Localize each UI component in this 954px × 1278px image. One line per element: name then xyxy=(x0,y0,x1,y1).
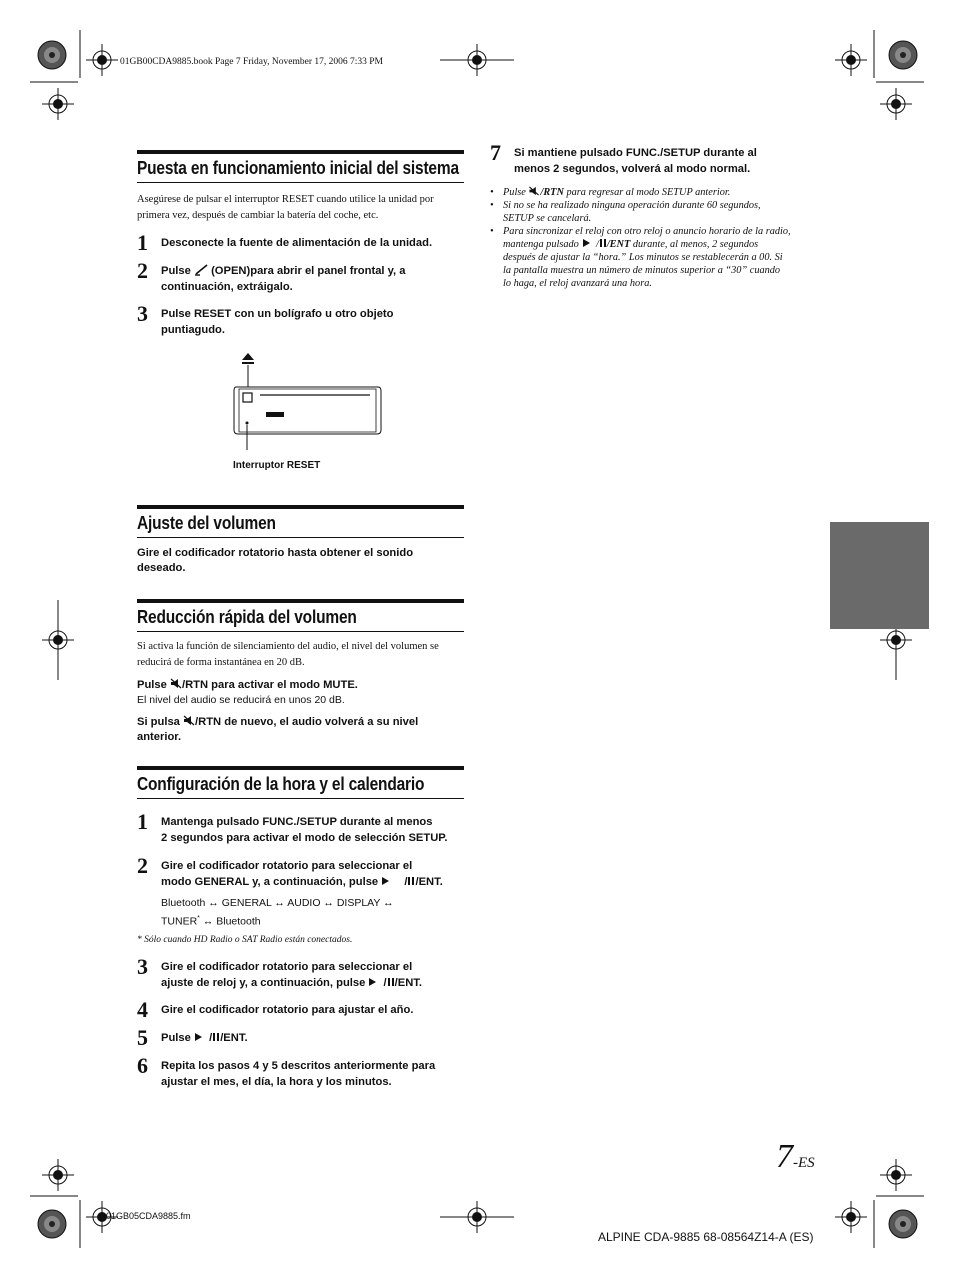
initial-setup-intro: Asegúrese de pulsar el interruptor RESET cuando utilice la unidad por primera vez, después de cambiar la batería del coche, etc. xyxy=(137,194,434,221)
pause-bars-icon xyxy=(599,238,607,248)
step-text: Gire el codificador rotatorio para seleccionar el ajuste de reloj y, a continuación, pulse / /ENT. xyxy=(161,961,423,989)
color-target-icon xyxy=(38,1210,66,1238)
step-text: Repita los pasos 4 y 5 descritos anteriormente para ajustar el mes, el día, la hora y los minutos. xyxy=(161,1060,436,1088)
step-number: 1 xyxy=(137,230,148,255)
step-text: Gire el codificador rotatorio para seleccionar el modo GENERAL y, a continuación, pulse / /ENT. xyxy=(161,860,443,888)
play-pause-icon xyxy=(194,1032,206,1042)
mute-icon xyxy=(528,186,540,196)
footnote: * Sólo cuando HD Radio o SAT Radio están conectados. xyxy=(137,935,353,945)
footer-model: ALPINE CDA-9885 68-08564Z14-A (ES) xyxy=(598,1230,814,1244)
registration-mark-icon xyxy=(42,1159,74,1191)
pause-bars-icon xyxy=(212,1032,220,1042)
eject-icon xyxy=(242,353,254,364)
note-item: • Para sincronizar el reloj con otro reloj o anuncio horario de la radio, mantenga pulsado / /ENT durante, al menos, 2 segundos después de ajustar la “hora.” Los minutos se restablecerán a 00. Si la pantalla muestra un número de minutos superior a “30” cuando lo haga, el reloj avanzará una hora. xyxy=(490,226,791,289)
play-pause-icon xyxy=(368,977,380,987)
front-panel-figure xyxy=(230,350,390,450)
mute-note: El nivel del audio se reducirá en unos 20 dB. xyxy=(137,694,345,706)
step-number: 7 xyxy=(490,140,501,165)
step-text: Pulse (OPEN)para abrir el panel frontal y, a continuación, extráigalo. xyxy=(161,265,406,293)
registration-mark-icon xyxy=(835,1201,867,1233)
section-tab xyxy=(830,522,929,629)
registration-mark-icon xyxy=(880,1159,912,1191)
figure-label-reset: Interruptor RESET xyxy=(233,460,321,471)
step-number: 4 xyxy=(137,997,148,1022)
note-item: • Si no se ha realizado ninguna operación durante 60 segundos, SETUP se cancelará. xyxy=(490,200,761,224)
pause-bars-icon xyxy=(387,977,395,987)
color-target-icon xyxy=(38,41,66,69)
step-text: Pulse RESET con un bolígrafo u otro objeto puntiagudo. xyxy=(161,308,394,336)
section-title-volume: Ajuste del volumen xyxy=(137,505,464,538)
registration-mark-icon xyxy=(42,88,74,120)
section-title-clock: Configuración de la hora y el calendario xyxy=(137,766,464,799)
step-text: Mantenga pulsado FUNC./SETUP durante al menos 2 segundos para activar el modo de selección SETUP. xyxy=(161,816,448,844)
step-number: 2 xyxy=(137,853,148,878)
mute-intro: Si activa la función de silenciamiento del audio, el nivel del volumen se reducirá de forma instantánea en 20 dB. xyxy=(137,641,439,668)
mode-flow: Bluetooth ↔ GENERAL ↔ AUDIO ↔ DISPLAY ↔ TUNER* ↔ Bluetooth xyxy=(161,897,394,928)
page-number: 7-ES xyxy=(776,1138,815,1175)
step-number: 3 xyxy=(137,954,148,979)
registration-mark-icon xyxy=(86,44,118,76)
color-target-icon xyxy=(889,41,917,69)
footer-file: 01GB05CDA9885.fm xyxy=(106,1211,191,1221)
play-pause-icon xyxy=(381,876,401,886)
step-number: 3 xyxy=(137,301,148,326)
mute-icon xyxy=(183,715,195,726)
section-title-initial-setup: Puesta en funcionamiento inicial del sistema xyxy=(137,150,464,183)
play-pause-icon xyxy=(581,238,593,248)
step-number: 6 xyxy=(137,1053,148,1078)
notes-list xyxy=(490,186,820,290)
unmute-instruction: Si pulsa /RTN de nuevo, el audio volverá a su nivel anterior. xyxy=(137,716,419,743)
step-text: Pulse / /ENT. xyxy=(161,1032,248,1044)
volume-instruction: Gire el codificador rotatorio hasta obtener el sonido deseado. xyxy=(137,547,414,574)
note-item: • Pulse /RTN para regresar al modo SETUP anterior. xyxy=(490,187,731,198)
step-text: Gire el codificador rotatorio para ajustar el año. xyxy=(161,1004,414,1016)
registration-mark-icon xyxy=(880,88,912,120)
open-icon xyxy=(194,264,208,276)
section-title-mute: Reducción rápida del volumen xyxy=(137,599,464,632)
step-number: 2 xyxy=(137,258,148,283)
step-number: 5 xyxy=(137,1025,148,1050)
file-header: 01GB00CDA9885.book Page 7 Friday, November 17, 2006 7:33 PM xyxy=(120,57,383,67)
mute-instruction: Pulse /RTN para activar el modo MUTE. xyxy=(137,679,358,691)
registration-mark-icon xyxy=(835,44,867,76)
step-text: Si mantiene pulsado FUNC./SETUP durante al menos 2 segundos, volverá al modo normal. xyxy=(514,147,757,175)
step-text: Desconecte la fuente de alimentación de la unidad. xyxy=(161,237,433,249)
mute-icon xyxy=(170,678,182,689)
step-number: 1 xyxy=(137,809,148,834)
color-target-icon xyxy=(889,1210,917,1238)
